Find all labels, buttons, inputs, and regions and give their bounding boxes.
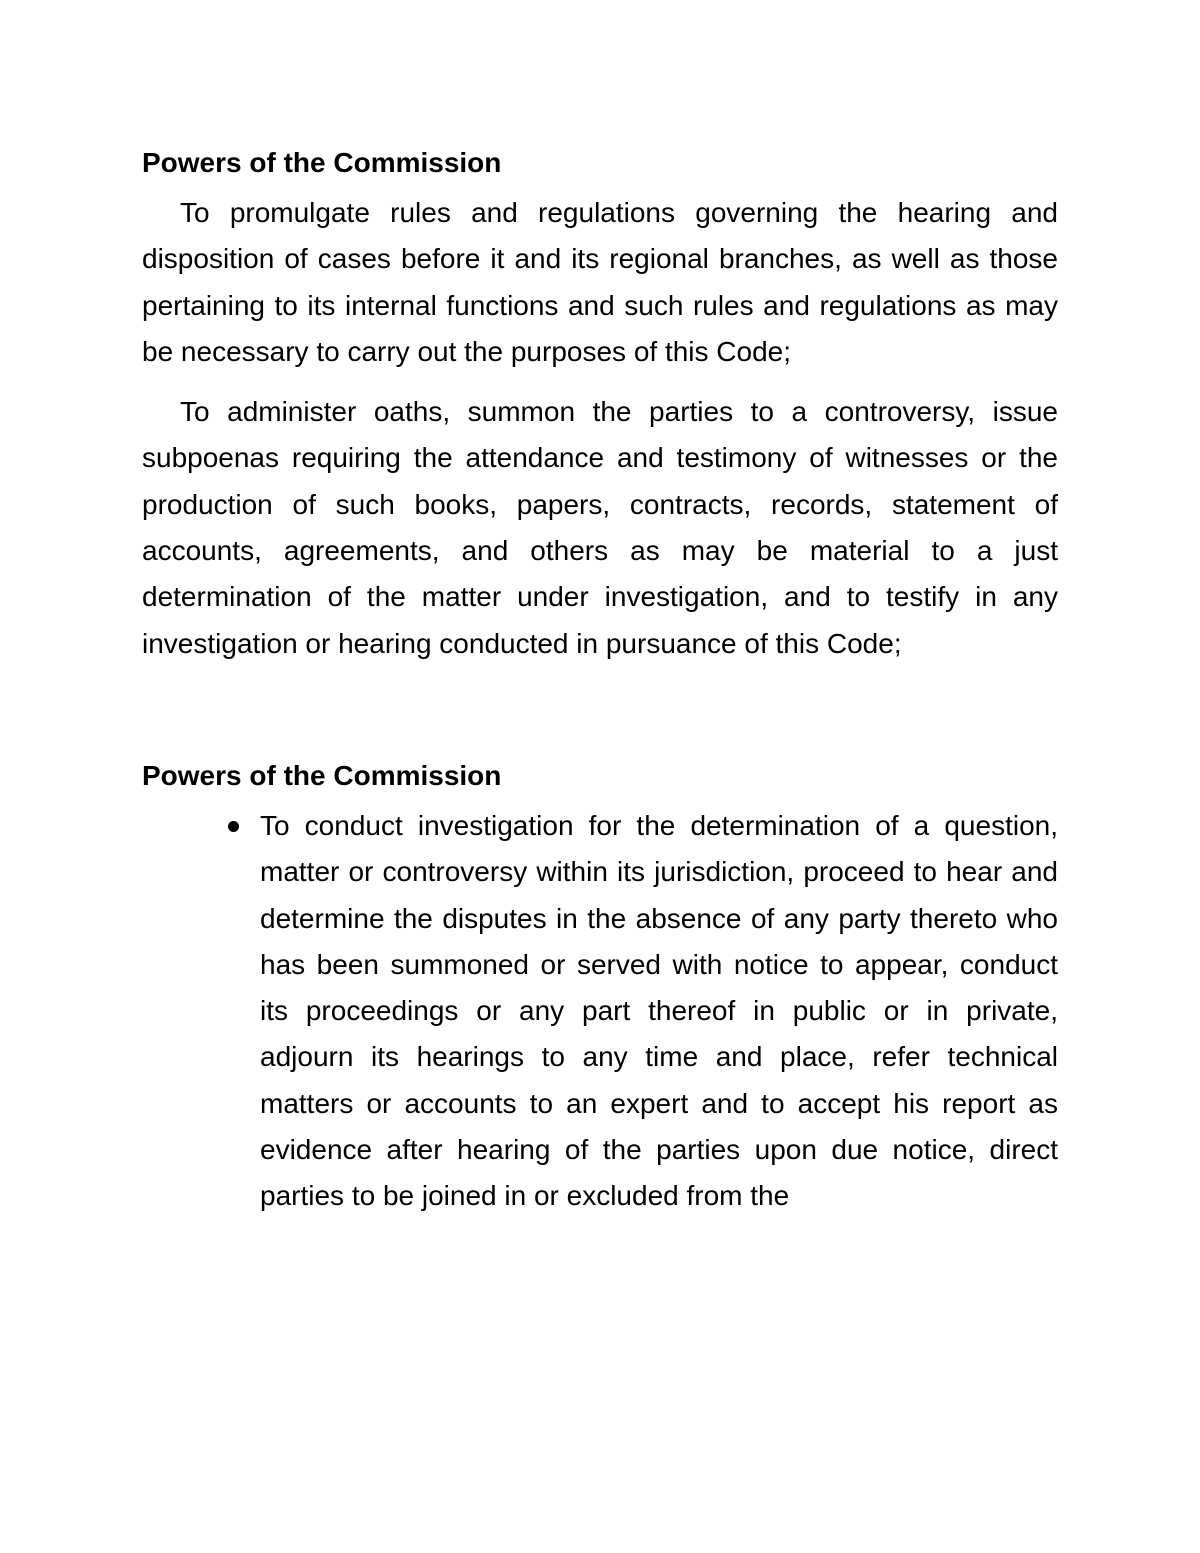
paragraph-administer-oaths: To administer oaths, summon the parties to a controversy, issue subpoenas requiring the attendance and testimony of witnesses or the production of such books, papers, contracts, records, statement of accounts, agreements, and others as may be material to a just determination of the matter under investigation, and to testify in any investigation or hearing conducted in pursuance of this Code; [142,396,1058,659]
list-item-text: To conduct investigation for the determination of a question, matter or controversy within its jurisdiction, proceed to hear and determine the disputes in the absence of any party thereto who has been summoned or served with notice to appear, conduct its proceedings or any part thereof in public or in private, adjourn its hearings to any time and place, refer technical matters or accounts to an expert and to accept his report as evidence after hearing of the parties upon due notice, direct parties to be joined in or excluded from the [260,809,1058,1212]
bullet-icon [228,821,239,832]
section-commission-powers-2 [142,753,1058,1220]
bullet-list [142,803,1058,1220]
section-commission-powers-1 [142,140,1058,667]
section-heading: Powers of the Commission [142,147,502,178]
paragraph-rules-regulations: To promulgate rules and regulations governing the hearing and disposition of cases before it and its regional branches, as well as those pertaining to its internal functions and such rules and regulations as may be necessary to carry out the purposes of this Code; [142,197,1058,367]
list-item [142,803,1058,1220]
document-content [142,140,1058,1220]
section-heading: Powers of the Commission [142,759,502,791]
